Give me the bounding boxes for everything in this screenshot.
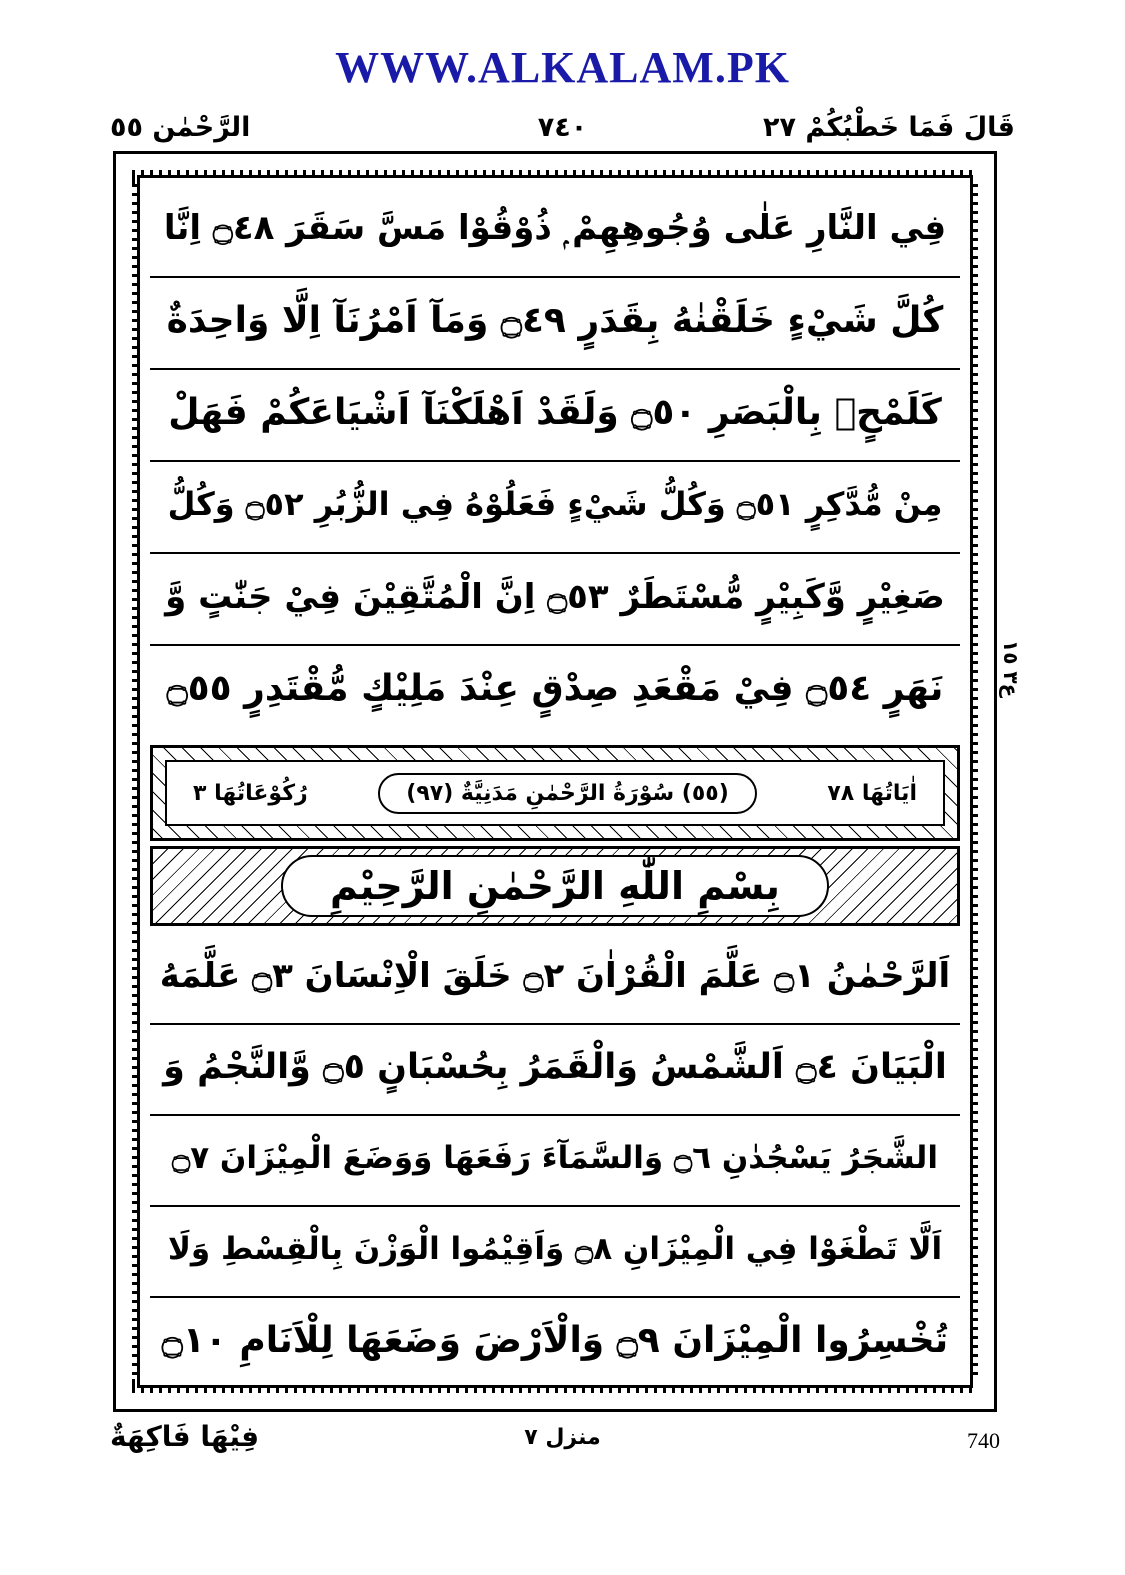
- header-surah-name: الرَّحْمٰن ٥٥: [110, 112, 251, 143]
- verse-text: نَهَرٍ ۝٥٤ فِيْ مَقْعَدِ صِدْقٍ عِنْدَ مَلِيْكٍ مُّقْتَدِرٍ ۝٥٥: [166, 667, 944, 709]
- footer-page-number: 740: [967, 1428, 1000, 1453]
- surah-title: (٥٥) سُوْرَةُ الرَّحْمٰنِ مَدَنِيَّةٌ (٩٧): [378, 773, 756, 814]
- verse-line: [150, 460, 960, 546]
- verse-text: كَلَمْحٍۭ بِالْبَصَرِ ۝٥٠ وَلَقَدْ اَهْلَكْنَآ اَشْيَاعَكُمْ فَهَلْ: [168, 391, 942, 433]
- ayat-count: اٰيَاتُهَا ٧٨: [827, 780, 917, 806]
- bismillah-panel: [150, 846, 960, 926]
- site-url: WWW.ALKALAM.PK: [335, 43, 790, 92]
- verse-line: [150, 1114, 960, 1200]
- verse-line: [150, 1296, 960, 1382]
- header-page-number: ٧٤٠: [537, 112, 588, 143]
- footer-manzil: منزل ٧: [524, 1425, 601, 1450]
- ruku-count: رُكُوْعَاتُهَا ٣: [193, 780, 308, 806]
- verse-text: كُلَّ شَيْءٍ خَلَقْنٰهُ بِقَدَرٍ ۝٤٩ وَمَآ اَمْرُنَآ اِلَّا وَاحِدَةٌ: [166, 299, 944, 341]
- verse-text: صَغِيْرٍ وَّكَبِيْرٍ مُّسْتَطَرٌ ۝٥٣ اِنَّ الْمُتَّقِيْنَ فِيْ جَنّٰتٍ وَّ: [165, 576, 945, 617]
- verse-line: [150, 368, 960, 454]
- verse-line: [150, 644, 960, 730]
- verse-text: اَلَّا تَطْغَوْا فِي الْمِيْزَانِ ۝٨ وَاَقِيْمُوا الْوَزْنَ بِالْقِسْطِ وَلَا: [167, 1231, 943, 1267]
- bismillah-text: بِسْمِ اللّٰهِ الرَّحْمٰنِ الرَّحِيْمِ: [281, 855, 829, 917]
- verse-text: اَلرَّحْمٰنُ ۝١ عَلَّمَ الْقُرْاٰنَ ۝٢ خَلَقَ الْاِنْسَانَ ۝٣ عَلَّمَهُ: [159, 955, 951, 996]
- verse-text: الشَّجَرُ يَسْجُدٰنِ ۝٦ وَالسَّمَآءَ رَفَعَهَا وَوَضَعَ الْمِيْزَانَ ۝٧: [172, 1140, 938, 1176]
- header-para-name: قَالَ فَمَا خَطْبُكُمْ ٢٧: [763, 112, 1015, 143]
- verse-line: [150, 552, 960, 638]
- verse-line: [150, 1205, 960, 1291]
- verse-line: [150, 276, 960, 362]
- verse-line: [150, 184, 960, 270]
- verse-line: [150, 1023, 960, 1109]
- footer-catchword: فِيْهَا فَاكِهَةٌ: [110, 1420, 260, 1453]
- verse-text: الْبَيَانَ ۝٤ اَلشَّمْسُ وَالْقَمَرُ بِحُسْبَانٍ ۝٥ وَّالنَّجْمُ وَ: [163, 1047, 947, 1087]
- verse-line: [150, 932, 960, 1018]
- verse-text: تُخْسِرُوا الْمِيْزَانَ ۝٩ وَالْاَرْضَ وَضَعَهَا لِلْاَنَامِ ۝١٠: [161, 1319, 949, 1361]
- verse-text: مِنْ مُّدَّكِرٍ ۝٥١ وَكُلُّ شَيْءٍ فَعَلُوْهُ فِي الزُّبُرِ ۝٥٢ وَكُلُّ: [167, 485, 943, 523]
- surah-banner-inner: [165, 760, 945, 826]
- verse-text: فِي النَّارِ عَلٰى وُجُوهِهِمْ ۭ ذُوْقُوْا مَسَّ سَقَرَ ۝٤٨ اِنَّا: [163, 207, 947, 248]
- surah-banner: [150, 745, 960, 841]
- ruku-marker: ع٣ ١٥: [999, 640, 1023, 698]
